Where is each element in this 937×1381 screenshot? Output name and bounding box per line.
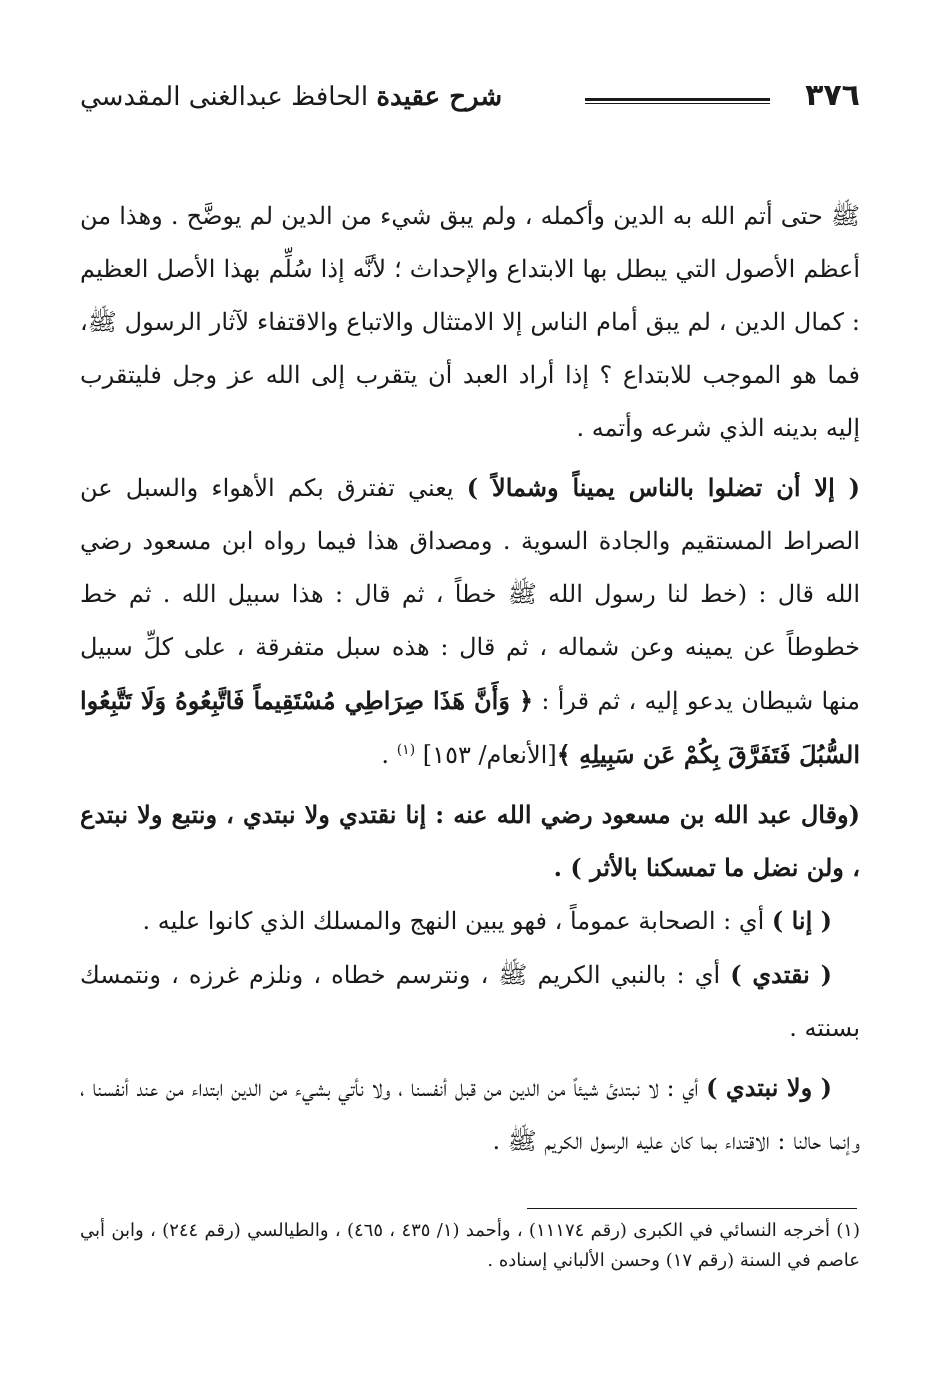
paragraph-1: ﷺ حتى أتم الله به الدين وأكمله ، ولم يبق شيء من الدين لم يوضَّح . وهذا من أعظم الأصول التي يبطل بها الابتداع والإحداث ؛ لأنَّه إذا سُلِّم بهذا الأصل العظيم : كمال الدين ، لم يبق أمام الناس إلا الامتثال والاتباع والاقتفاء لآثار الرسول ﷺ، فما هو الموجب للابتداع ؟ إذا أراد العبد أن يتقرب إلى الله عز وجل فليتقرب إليه بدينه الذي شرعه وأتمه . (80, 202, 860, 442)
term-naqtadi: ( نقتدي ) (730, 960, 832, 989)
quoted-phrase: ( إلا أن تضلوا بالناس يميناً وشمالاً ) (466, 473, 861, 502)
footnotes (80, 1216, 860, 1276)
term-wala-nabtadi: ( ولا نبتدي ) (706, 1073, 832, 1102)
footnote-separator (527, 1208, 857, 1209)
paragraph-5-text: أي : بالنبي الكريم ﷺ ، ونترسم خطاه ، ونلزم غرزه ، ونتمسك بسنته . (80, 961, 860, 1042)
running-title-bold: شرح عقيدة (376, 82, 503, 112)
paragraph-4-text: أي : الصحابة عموماً ، فهو يبين النهج والمسلك الذي كانوا عليه . (142, 907, 772, 935)
paragraph-2-text: يعني تفترق بكم الأهواء والسبل عن الصراط المستقيم والجادة السوية . ومصداق هذا فيما رواه ابن مسعود رضي الله قال : (خط لنا رسول الله ﷺ خطاً ، ثم قال : هذا سبيل الله . ثم خط خطوطاً عن يمينه وعن شماله ، ثم قال : هذه سبل متفرقة ، على كلِّ سبيل منها شيطان يدعو إليه ، ثم قرأ : (80, 474, 861, 715)
paragraph-2-end: . (381, 741, 390, 769)
verse-reference: [الأنعام/ ١٥٣] (422, 741, 557, 769)
footnote-marker: (١) (396, 742, 416, 758)
running-title (80, 82, 502, 112)
paragraph-4 (80, 894, 860, 948)
paragraph-3: (وقال عبد الله بن مسعود رضي الله عنه : إنا نقتدي ولا نبتدي ، ونتبع ولا نبتدع ، ولن نضل ما تمسكنا بالأثر ) . (80, 800, 860, 882)
paragraph-5 (80, 948, 860, 1055)
term-ina: ( إنا ) (771, 906, 832, 935)
header-rule (585, 98, 770, 104)
main-text (80, 190, 860, 1168)
footnote-1: (١) أخرجه النسائي في الكبرى (رقم ١١١٧٤) ، وأحمد (١/ ٤٣٥ ، ٤٦٥) ، والطيالسي (رقم ٢٤٤) ، وابن أبي عاصم في السنة (رقم ١٧) وحسن الألباني إسناده . (80, 1220, 860, 1271)
paragraph-6 (80, 1061, 860, 1168)
paragraph-2 (80, 461, 860, 782)
quran-verse: ﴿ وَأَنَّ هَذَا صِرَاطِي مُسْتَقِيماً فَاتَّبِعُوهُ وَلَا تَتَّبِعُوا السُّبُلَ فَتَفَرَّقَ بِكُمْ عَن سَبِيلِهِ ﴾ (80, 686, 860, 769)
page-number: ٣٧٦ (805, 78, 860, 113)
paragraph-6-text: أي : لا نبتدئ شيئاً من الدين من قبل أنفسنا ، ولا نأتي بشيء من الدين ابتداء من عند أنفسنا ، وإنما حالنا : الاقتداء بما كان عليه الرسول الكريم ﷺ . (80, 1074, 860, 1155)
page-header (80, 72, 860, 122)
running-title-rest: الحافظ عبدالغنى المقدسي (80, 82, 369, 112)
